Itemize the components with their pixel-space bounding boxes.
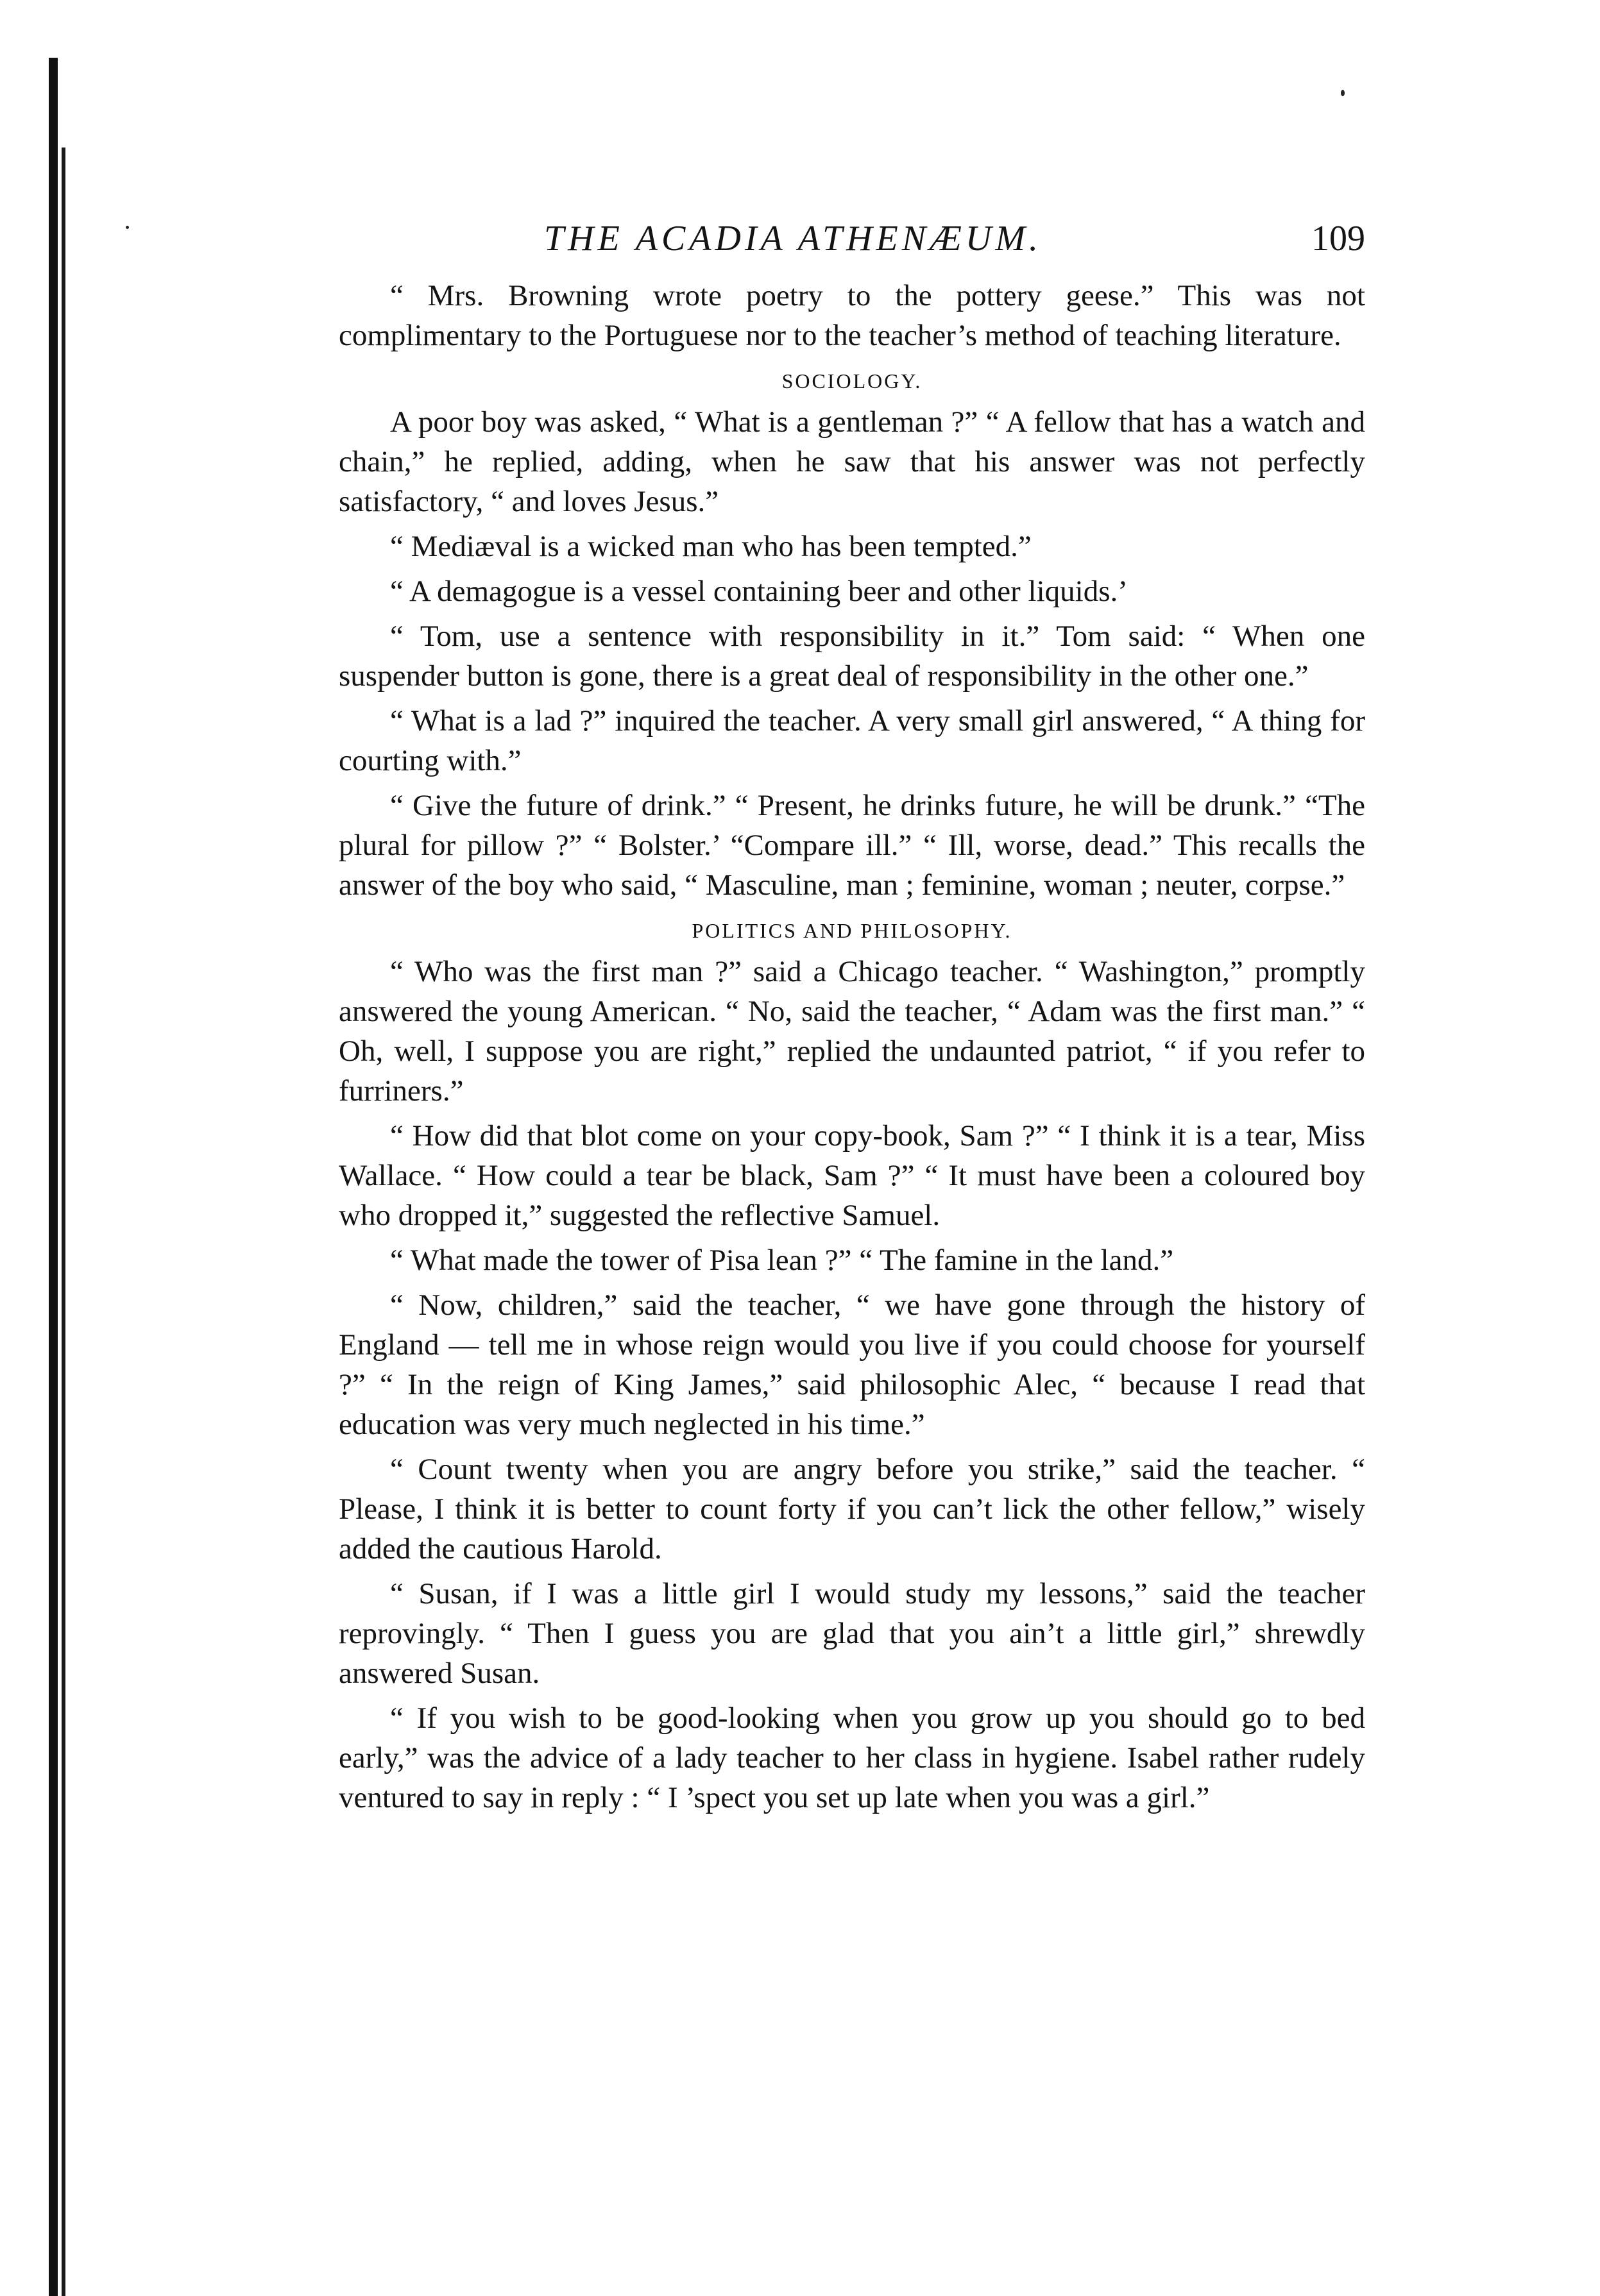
page-number: 109 (1311, 219, 1365, 258)
paragraph: “ Who was the first man ?” said a Chicago teacher. “ Washington,” promptly answered the young American. “ No, said the teacher, “ Adam was the first man.” “ Oh, well, I suppose you are right,” replied the undaunted patriot, “ if you refer to furriners.” (339, 955, 1365, 1108)
paragraph: “ Susan, if I was a little girl I would study my lessons,” said the teacher reprovingly. “ Then I guess you are glad that you ain’t a little girl,” shrewdly answered Susan. (339, 1577, 1365, 1690)
binding-edge-inner (62, 148, 65, 2296)
paragraph: A poor boy was asked, “ What is a gentleman ?” “ A fellow that has a watch and chain,” he replied, adding, when he saw that his answer was not perfectly satisfactory, “ and loves Jesus.” (339, 405, 1365, 518)
paragraph: “ Count twenty when you are angry before you strike,” said the teacher. “ Please, I think it is better to count forty if you can’t lick the other fellow,” wisely added the cautious Harold. (339, 1453, 1365, 1566)
binding-edge-shadow (49, 58, 58, 2296)
running-title: THE ACADIA ATHENÆUM. (544, 219, 1042, 258)
scan-speck (126, 226, 129, 229)
article-body (339, 276, 1365, 1818)
paragraph: “ If you wish to be good-looking when you grow up you should go to bed early,” was the advice of a lady teacher to her class in hygiene. Isabel rather rudely ventured to say in reply : “ I ’spect you set up late when you was a girl.” (339, 1701, 1365, 1814)
paragraph: “ How did that blot come on your copy-book, Sam ?” “ I think it is a tear, Miss Wallace. “ How could a tear be black, Sam ?” “ It must have been a coloured boy who dropped it,” suggested the reflective Samuel. (339, 1119, 1365, 1232)
paragraph: “ Tom, use a sentence with responsibility in it.” Tom said: “ When one suspender button is gone, there is a great deal of responsibility in the other one.” (339, 620, 1365, 693)
section-heading: SOCIOLOGY. (781, 369, 923, 393)
running-header (339, 218, 1365, 276)
section-heading: POLITICS AND PHILOSOPHY. (692, 919, 1012, 942)
paragraph: “ What is a lad ?” inquired the teacher. A very small girl answered, “ A thing for courting with.” (339, 704, 1365, 777)
paragraph: “ What made the tower of Pisa lean ?” “ The famine in the land.” (390, 1244, 1174, 1277)
paragraph: “ A demagogue is a vessel containing beer and other liquids.’ (390, 575, 1128, 608)
scan-speck (1341, 90, 1345, 96)
page (339, 218, 1365, 1823)
paragraph: “ Give the future of drink.” “ Present, he drinks future, he will be drunk.” “The plural for pillow ?” “ Bolster.’ “Compare ill.” “ Ill, worse, dead.” This recalls the answer of the boy who said, “ Masculine, man ; feminine, woman ; neuter, corpse.” (339, 789, 1365, 902)
paragraph: “ Mrs. Browning wrote poetry to the pottery geese.” This was not complimentary to the Portuguese nor to the teacher’s method of teaching literature. (339, 279, 1365, 352)
paragraph: “ Mediæval is a wicked man who has been tempted.” (390, 530, 1032, 563)
paragraph: “ Now, children,” said the teacher, “ we have gone through the history of England — tell me in whose reign would you live if you could choose for yourself ?” “ In the reign of King James,” said philosophic Alec, “ because I read that education was very much neglected in his time.” (339, 1288, 1365, 1441)
